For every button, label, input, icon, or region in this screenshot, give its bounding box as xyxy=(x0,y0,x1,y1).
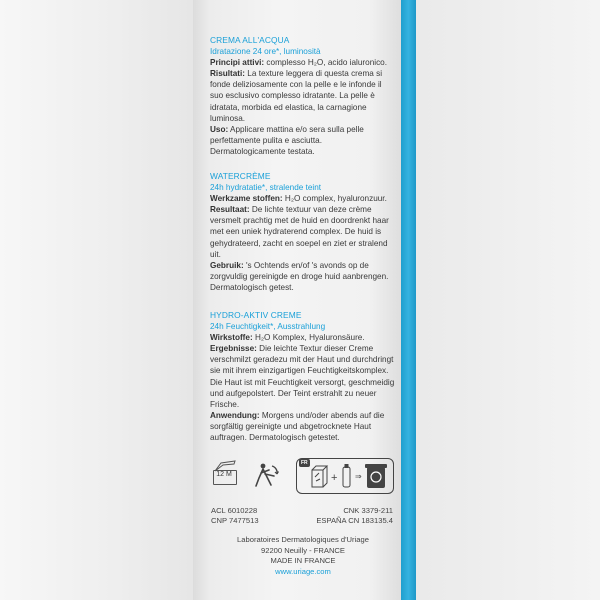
espana-code: ESPAÑA CN 183135.4 xyxy=(316,516,393,525)
italian-title: CREMA ALL'ACQUA xyxy=(210,35,290,45)
dutch-subtitle: 24h hydratatie*, stralende teint xyxy=(210,183,322,193)
italian-usage: Uso: Applicare mattina e/o sera sulla pelle perfettamente pulita e asciutta. Dermatologicamente testata. xyxy=(210,124,364,156)
made-in: MADE IN FRANCE xyxy=(270,556,336,566)
dutch-results: Resultaat: De lichte textuur van deze crème versmelt prachtig met de huid en doordrenkt haar met een uniek hydraterend complex. De huid is gehydrateerd, zacht en soepel en ziet er stralend uit. xyxy=(210,205,389,259)
italian-subtitle: Idratazione 24 ore*, luminosità xyxy=(210,47,321,57)
german-title: HYDRO-AKTIV CREME xyxy=(210,310,302,320)
german-results: Ergebnisse: Die leichte Textur dieser Creme verschmilzt geradezu mit der Haut und durchdringt sie mit ihrem einzigartigen Feuchtigkeitskomplex. Die Haut ist mit Feuchtigkeit versorgt, geschmeidig und aufgepolstert. Der Teint erstrahlt zu neuer Frische. xyxy=(210,344,395,409)
german-actives: Wirkstoffe: H₂O Komplex, Hyaluronsäure. xyxy=(210,333,365,343)
cnp-code: CNP 7477513 xyxy=(211,516,259,525)
triman-icon xyxy=(254,461,280,489)
manufacturer-info xyxy=(208,535,398,577)
background-right xyxy=(401,0,600,600)
lab-name: Laboratoires Dermatologiques d'Uriage xyxy=(237,535,369,544)
italian-section xyxy=(210,35,396,157)
lab-address: 92200 Neuilly - FRANCE xyxy=(261,545,345,555)
product-codes-left xyxy=(211,506,259,526)
product-codes-right xyxy=(313,506,393,526)
italian-actives: Principi attivi: complesso H₂O, acido ialuronico. xyxy=(210,58,388,68)
recycling-sort-icon xyxy=(296,458,394,494)
dutch-actives: Werkzame stoffen: H₂O complex, hyaluronzuur. xyxy=(210,194,387,204)
italian-results: Risultati: La texture leggera di questa crema si fonde deliziosamente con la pelle e le infonde il suo esclusivo complesso idratante. La pelle è idratata, morbida ed elastica, la carnagione luminosa. xyxy=(210,69,383,123)
german-section xyxy=(210,310,396,443)
cnk-code: CNK 3379-211 xyxy=(343,506,393,515)
dutch-section xyxy=(210,171,396,293)
blue-edge-strip xyxy=(401,0,416,600)
fr-label: FR xyxy=(301,460,308,466)
pao-label: 12 M xyxy=(216,471,232,478)
background-left xyxy=(0,0,193,600)
website-url: www.uriage.com xyxy=(275,566,331,576)
symbols-row xyxy=(208,458,398,498)
acl-code: ACL 6010228 xyxy=(211,506,258,515)
dutch-title: WATERCRÈME xyxy=(210,171,271,181)
german-usage: Anwendung: Morgens und/oder abends auf die sorgfältig gereinigte und abgetrocknete Haut auftragen. Dermatologisch getestet. xyxy=(210,410,385,443)
dutch-usage: Gebruik: 's Ochtends en/of 's avonds op de zorgvuldig gereinigde en droge huid aanbrengen. Dermatologisch getest. xyxy=(210,260,389,292)
svg-text:⇒: ⇒ xyxy=(355,472,362,481)
svg-text:+: + xyxy=(331,472,338,484)
german-subtitle: 24h Feuchtigkeit*, Ausstrahlung xyxy=(210,322,326,332)
period-after-opening-icon xyxy=(212,460,238,492)
